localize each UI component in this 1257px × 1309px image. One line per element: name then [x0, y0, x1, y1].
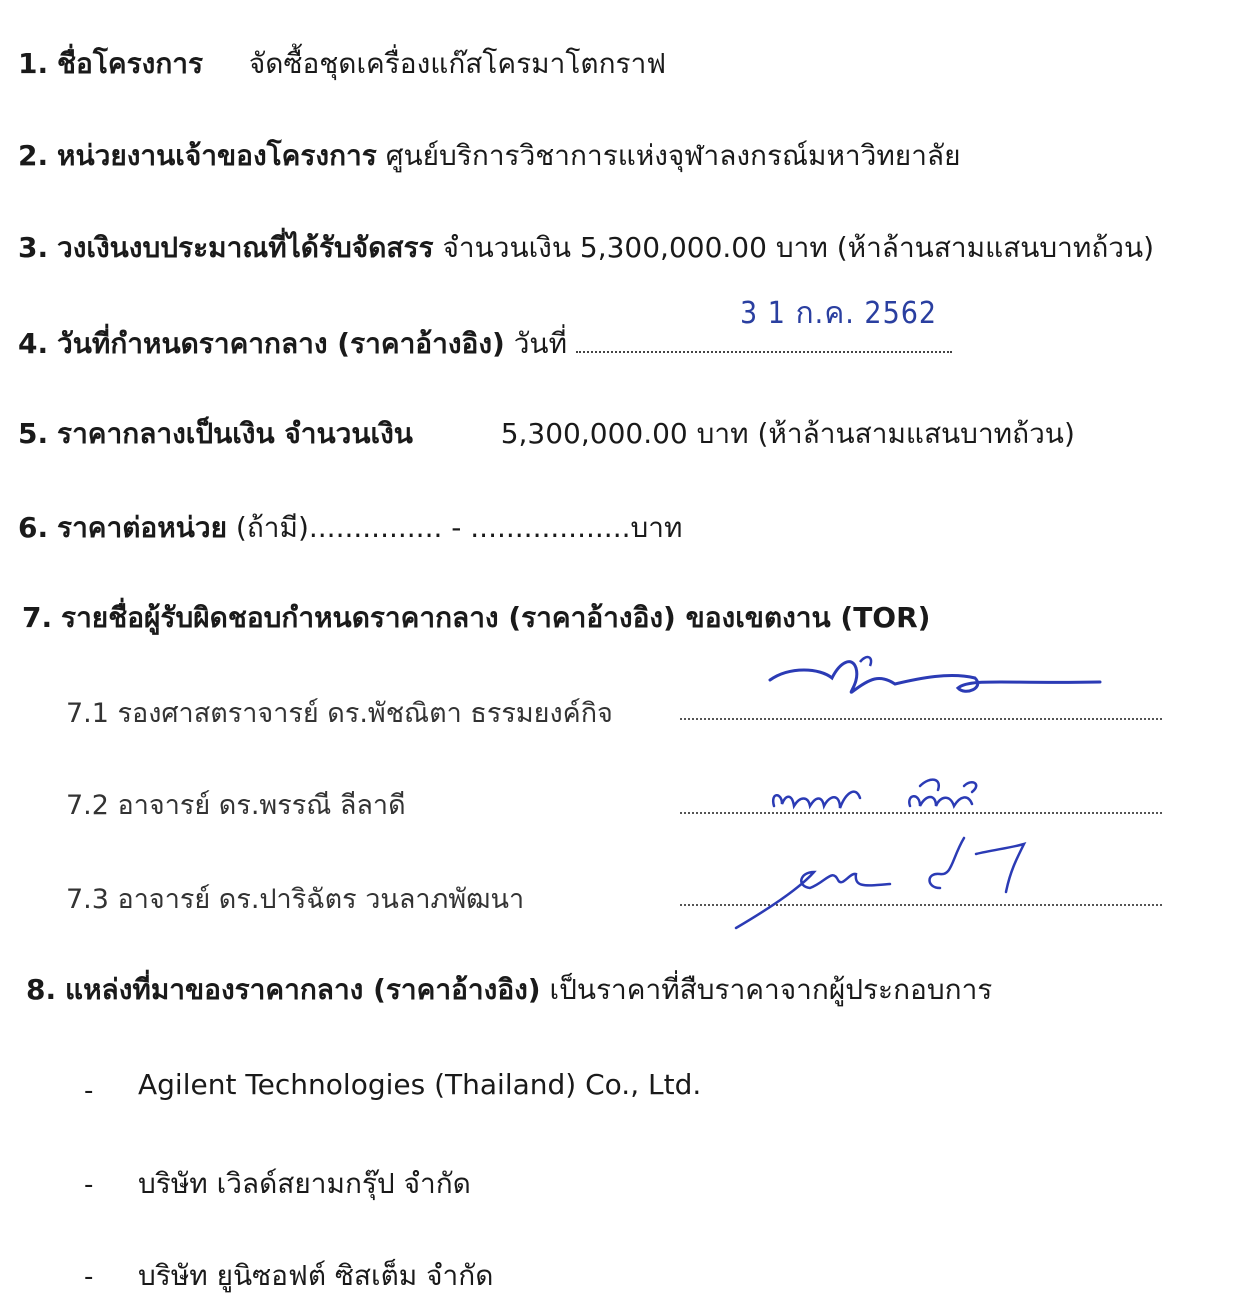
- section-number: 1.: [18, 47, 49, 80]
- section-7: [22, 600, 930, 636]
- date-prefix: วันที่: [513, 327, 568, 360]
- vendor-bullet: -: [84, 1262, 94, 1292]
- section-number: 3.: [18, 231, 49, 264]
- section-label: หน่วยงานเจ้าของโครงการ: [57, 139, 377, 172]
- median-price-words: (ห้าล้านสามแสนบาทถ้วน): [757, 417, 1075, 450]
- signature-3: [730, 828, 1040, 932]
- section-label: ชื่อโครงการ: [57, 47, 204, 80]
- section-number: 2.: [18, 139, 49, 172]
- vendor-bullet: -: [84, 1076, 94, 1106]
- committee-member-1: 7.1 รองศาสตราจารย์ ดร.พัชณิตา ธรรมยงค์กิจ: [66, 698, 613, 729]
- section-label: ราคากลางเป็นเงิน จำนวนเงิน: [57, 417, 413, 450]
- budget-words: (ห้าล้านสามแสนบาทถ้วน): [836, 231, 1155, 264]
- unit-price: (ถ้ามี)............... - ..................บาท: [235, 511, 683, 544]
- section-number: 8.: [26, 973, 57, 1006]
- vendor-bullet: -: [84, 1170, 94, 1200]
- section-8: [26, 972, 992, 1008]
- median-price: 5,300,000.00 บาท: [500, 417, 749, 450]
- section-label: แหล่งที่มาของราคากลาง (ราคาอ้างอิง): [65, 973, 541, 1006]
- source-description: เป็นราคาที่สืบราคาจากผู้ประกอบการ: [549, 973, 993, 1006]
- section-label: ราคาต่อหน่วย: [57, 511, 227, 544]
- section-label: วงเงินงบประมาณที่ได้รับจัดสรร: [57, 231, 434, 264]
- section-6: [18, 510, 682, 546]
- section-1: [18, 46, 666, 82]
- section-number: 5.: [18, 417, 49, 450]
- project-name: จัดซื้อชุดเครื่องแก๊สโครมาโตกราฟ: [248, 47, 667, 80]
- date-dotted-line: [576, 350, 952, 353]
- section-4: [18, 326, 952, 362]
- budget-amount: จำนวนเงิน 5,300,000.00 บาท: [442, 231, 828, 264]
- signature-2: [760, 772, 1000, 824]
- date-stamp: 3 1 ก.ค. 2562: [740, 296, 938, 331]
- signature-1: [760, 648, 1110, 718]
- committee-member-3: 7.3 อาจารย์ ดร.ปาริฉัตร วนลาภพัฒนา: [66, 884, 525, 915]
- section-label: รายชื่อผู้รับผิดชอบกำหนดราคากลาง (ราคาอ้างอิง) ของเขตงาน (TOR): [61, 601, 931, 634]
- committee-member-2: 7.2 อาจารย์ ดร.พรรณี ลีลาดี: [66, 790, 406, 821]
- vendor-2: บริษัท เวิลด์สยามกรุ๊ป จำกัด: [138, 1167, 471, 1200]
- signature-line-1: [680, 718, 1162, 720]
- section-2: [18, 138, 961, 174]
- section-number: 7.: [22, 601, 53, 634]
- section-number: 6.: [18, 511, 49, 544]
- vendor-1: Agilent Technologies (Thailand) Co., Ltd.: [138, 1068, 702, 1101]
- agency-name: ศูนย์บริการวิชาการแห่งจุฬาลงกรณ์มหาวิทยาลัย: [385, 139, 961, 172]
- section-5: [18, 416, 1075, 452]
- section-3: [18, 230, 1154, 266]
- section-label: วันที่กำหนดราคากลาง (ราคาอ้างอิง): [57, 327, 505, 360]
- section-number: 4.: [18, 327, 49, 360]
- vendor-3: บริษัท ยูนิซอฟต์ ซิสเต็ม จำกัด: [138, 1259, 494, 1292]
